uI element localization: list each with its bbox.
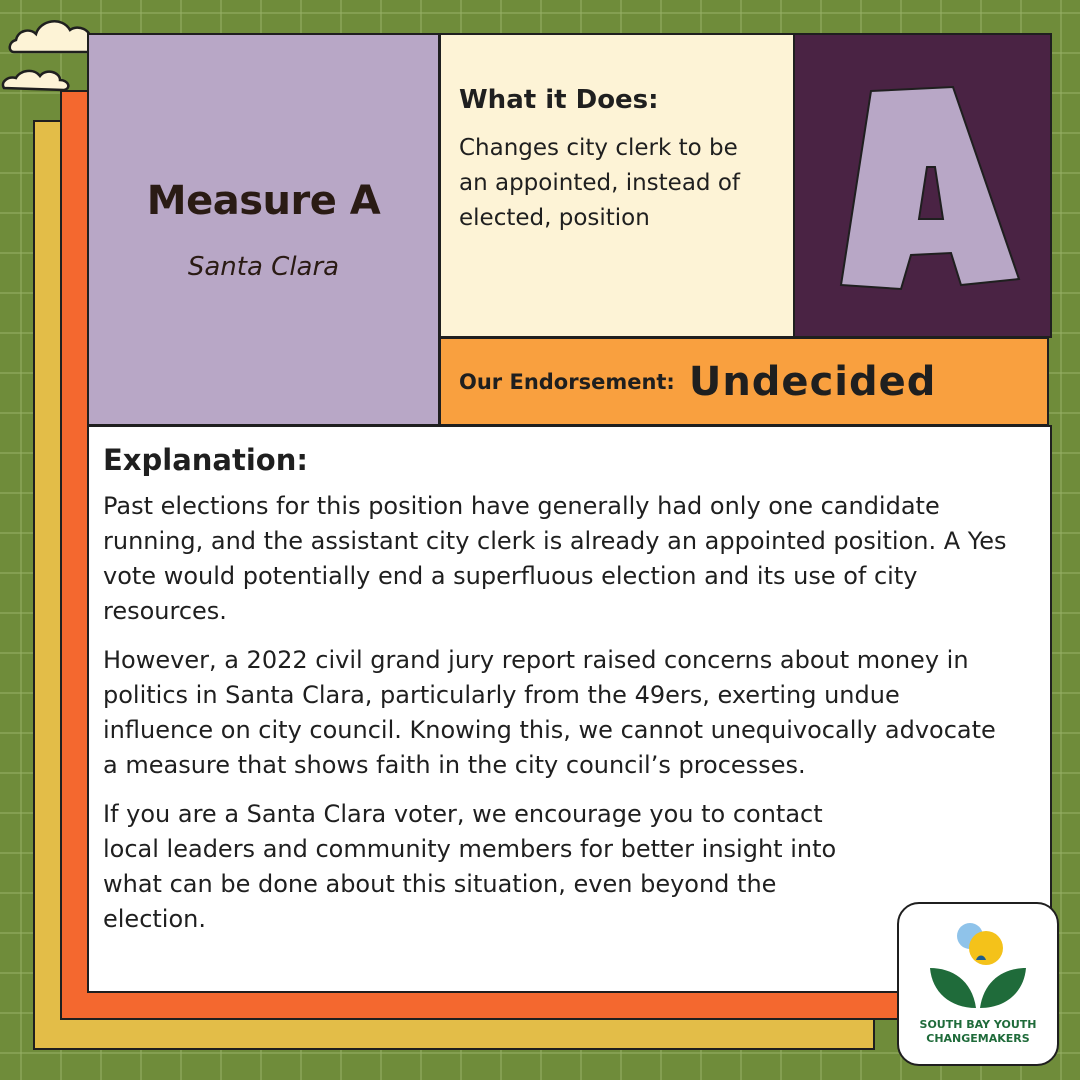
explanation-paragraph: Past elections for this position have generally had only one candidate running, and the assistant city clerk is already an appointed position. A Yes vote would potentially end a superfluous election and its use of city resources. — [103, 492, 1007, 625]
cloud-icon — [3, 71, 68, 90]
endorsement-label: Our Endorsement: — [459, 369, 675, 394]
org-logo-card — [897, 902, 1059, 1066]
org-name-line2: CHANGEMAKERS — [926, 1032, 1030, 1045]
explanation-paragraph: If you are a Santa Clara voter, we encourage you to contact local leaders and community members for better insight into what can be done about this situation, even beyond the election. — [103, 800, 837, 933]
flower-sprout-icon — [928, 920, 1028, 1012]
org-name-line1: SOUTH BAY YOUTH — [919, 1018, 1037, 1031]
org-name — [920, 1018, 1037, 1046]
endorsement-panel — [439, 337, 1049, 426]
measure-title: Measure A — [146, 177, 381, 224]
explanation-heading: Explanation: — [103, 443, 308, 477]
measure-city: Santa Clara — [187, 251, 340, 282]
what-it-does-text: Changes city clerk to be an appointed, instead of elected, position — [459, 135, 740, 231]
measure-title-panel — [87, 33, 440, 426]
measure-letter-graphic — [823, 81, 1023, 291]
what-it-does-panel — [439, 33, 795, 338]
measure-letter-panel — [793, 33, 1052, 338]
explanation-paragraph: However, a 2022 civil grand jury report raised concerns about money in politics in Santa Clara, particularly from the 49ers, exerting undue influence on city council. Knowing this, we cannot unequivocally advocate a measure that shows faith in the city council’s processes. — [103, 646, 996, 779]
what-it-does-heading: What it Does: — [459, 85, 659, 115]
endorsement-value: Undecided — [688, 358, 937, 405]
